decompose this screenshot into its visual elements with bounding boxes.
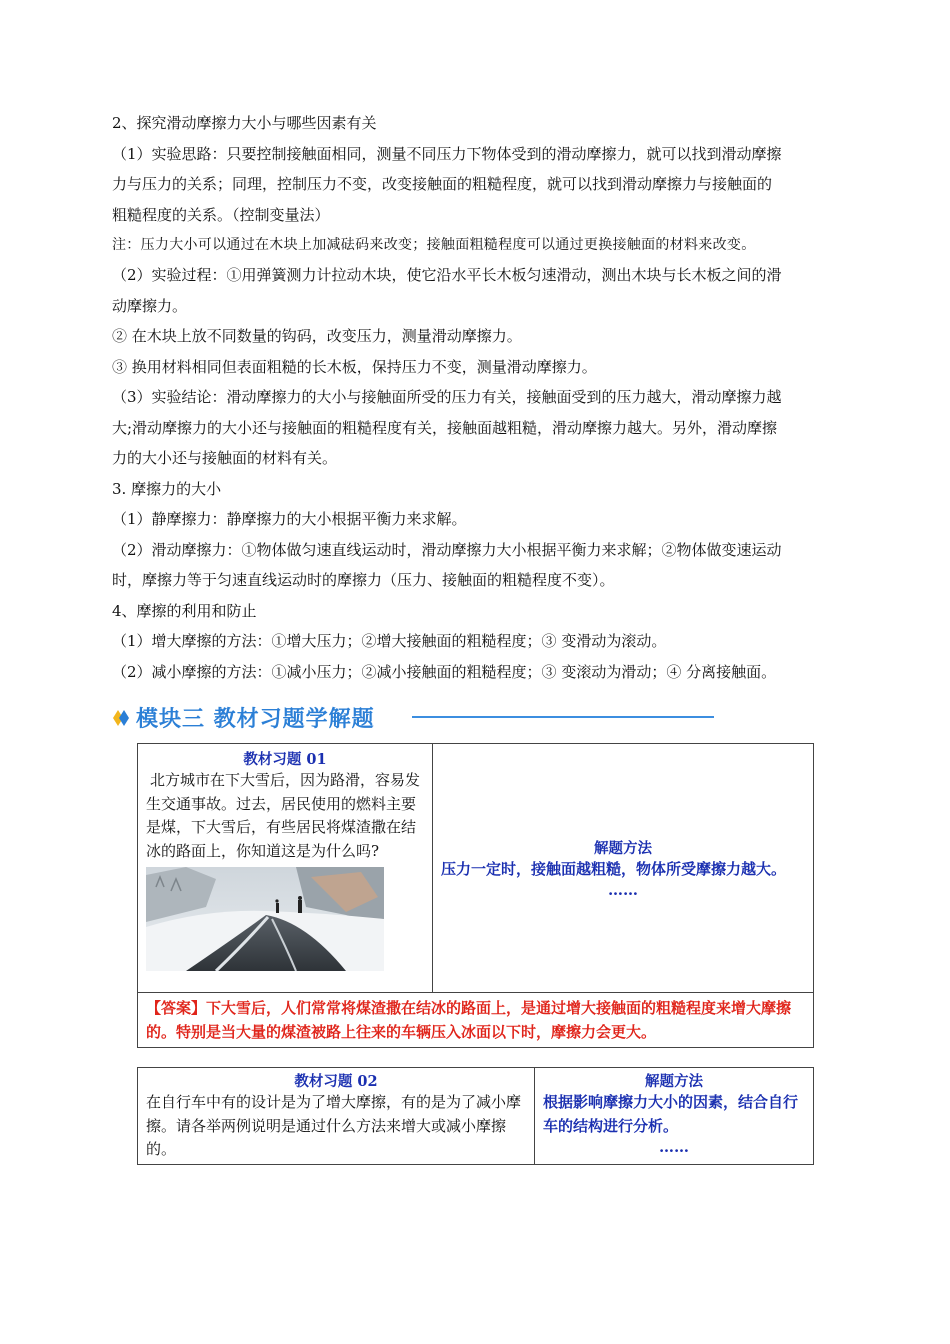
exercise2-method-cell — [535, 1068, 814, 1165]
knowledge-section — [112, 108, 868, 687]
conclusion-line-2: 大;滑动摩擦力的大小还与接触面的粗糙程度有关，接触面越粗糙，滑动摩擦力越大。另外，滑动摩擦 — [112, 418, 778, 437]
sliding-friction-line-2: 时，摩擦力等于匀速直线运动时的摩擦力（压力、接触面的粗糙程度不变）。 — [112, 571, 615, 589]
process-line-2: 动摩擦力。 — [112, 296, 188, 315]
exercise2-method: 根据影响摩擦力大小的因素，结合自行车的结构进行分析。 — [543, 1093, 799, 1135]
note-line: 注：压力大小可以通过在木块上加减砝码来改变；接触面粗糙程度可以通过更换接触面的材料来改变。 — [112, 237, 756, 253]
static-friction-line: （1）静摩擦力：静摩擦力的大小根据平衡力来求解。 — [112, 510, 467, 528]
idea-line-3: 粗糙程度的关系。（控制变量法） — [112, 205, 330, 224]
module-divider — [412, 716, 714, 718]
exercise1-table — [137, 743, 814, 1048]
diamond-icon — [112, 709, 130, 727]
exercise1-question: 北方城市在下大雪后，因为路滑，容易发生交通事故。过去，居民使用的燃料主要是煤，下大雪后，有些居民将煤渣撒在结冰的路面上，你知道这是为什么吗? — [146, 771, 421, 860]
exercise1-title: 教材习题 01 — [243, 751, 327, 768]
sliding-friction-line-1: （2）滑动摩擦力：①物体做匀速直线运动时，滑动摩擦力大小根据平衡力来求解；②物体做变速运动 — [112, 540, 782, 559]
exercise2-question-cell — [138, 1068, 535, 1165]
snow-road-photo — [146, 867, 384, 971]
exercise1-answer: 【答案】下大雪后，人们常常将煤渣撒在结冰的路面上，是通过增大接触面的粗糙程度来增大摩擦的。特别是当大量的煤渣被路上往来的车辆压入冰面以下时，摩擦力会更大。 — [146, 999, 792, 1041]
exercise2-ellipsis: …… — [659, 1138, 689, 1156]
exercise1-method-title: 解题方法 — [594, 839, 652, 857]
section3-heading: 3. 摩擦力的大小 — [112, 479, 222, 498]
conclusion-line-3: 力的大小还与接触面的材料有关。 — [112, 449, 338, 467]
exercise1-answer-cell — [138, 993, 814, 1048]
exercise2-method-title: 解题方法 — [645, 1073, 703, 1090]
exercise1-method-cell — [433, 744, 814, 993]
exercise1-ellipsis: …… — [608, 881, 638, 900]
process-line-4: ③ 换用材料相同但表面粗糙的长木板，保持压力不变，测量滑动摩擦力。 — [112, 357, 597, 376]
idea-line-2: 力与压力的关系；同理，控制压力不变，改变接触面的粗糙程度，就可以找到滑动摩擦力与接触面的 — [112, 175, 773, 193]
process-line-1: （2）实验过程：①用弹簧测力计拉动木块，使它沿水平长木板匀速滑动，测出木块与长木板之间的滑 — [112, 266, 782, 284]
exercise1-question-cell — [138, 744, 433, 993]
process-line-3: ② 在木块上放不同数量的钩码，改变压力，测量滑动摩擦力。 — [112, 327, 522, 345]
increase-friction-line: （1）增大摩擦的方法：①增大压力；②增大接触面的粗糙程度；③ 变滑动为滚动。 — [112, 632, 667, 650]
module-title: 模块三 教材习题学解题 — [136, 707, 375, 732]
idea-line-1: （1）实验思路：只要控制接触面相同，测量不同压力下物体受到的滑动摩擦力，就可以找到滑动摩擦 — [112, 144, 782, 163]
exercise1-method: 压力一定时，接触面越粗糙，物体所受摩擦力越大。 — [441, 859, 787, 878]
exercise2-title: 教材习题 02 — [294, 1073, 378, 1090]
conclusion-line-1: （3）实验结论：滑动摩擦力的大小与接触面所受的压力有关，接触面受到的压力越大，滑动摩擦力越 — [112, 388, 782, 406]
exercise2-question: 在自行车中有的设计是为了增大摩擦，有的是为了减小摩擦。请各举两例说明是通过什么方法来增大或减小摩擦的。 — [146, 1093, 522, 1158]
section2-heading: 2、探究滑动摩擦力大小与哪些因素有关 — [112, 114, 377, 132]
exercise2-table — [137, 1067, 814, 1165]
module-header — [112, 700, 722, 736]
section4-heading: 4、摩擦的利用和防止 — [112, 601, 257, 620]
decrease-friction-line: （2）减小摩擦的方法：①减小压力；②减小接触面的粗糙程度；③ 变滚动为滑动；④ 分离接触面。 — [112, 662, 777, 681]
